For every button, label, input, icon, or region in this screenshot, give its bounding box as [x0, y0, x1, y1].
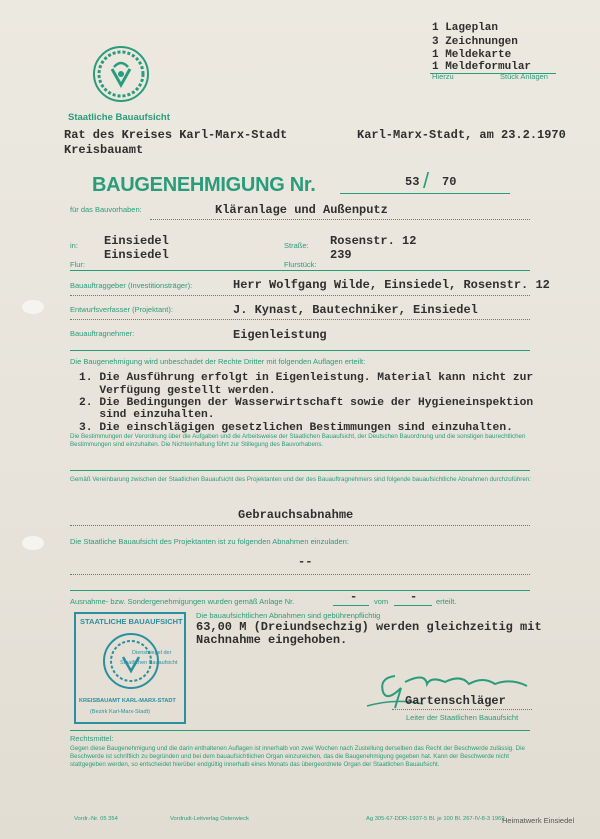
flurstueck-label: Flurstück:	[284, 260, 317, 269]
flurstueck-value: 239	[330, 248, 352, 262]
street-value: Rosenstr. 12	[330, 234, 417, 248]
footer-publisher: Vordrudi-Leitverlag Osterwieck	[170, 816, 249, 822]
location-in-label: in:	[70, 241, 78, 250]
street-label: Straße:	[284, 241, 309, 250]
location-in-value: Einsiedel	[104, 234, 169, 248]
attachment-line-4: 1 Meldeformular	[432, 61, 532, 73]
official-stamp	[74, 612, 186, 724]
acceptance-line	[70, 525, 530, 526]
document-title: BAUGENEHMIGUNG Nr.	[92, 174, 316, 196]
attachment-line-3: 1 Meldekarte	[432, 49, 512, 61]
condition-1-cont: Verfügung gestellt werden.	[79, 385, 276, 397]
regulation-divider	[70, 470, 530, 471]
permit-separator: /	[423, 168, 430, 193]
conditions-intro: Die Baugenehmigung wird unbeschadet der Rechte Dritter mit folgenden Auflagen erteilt:	[70, 357, 366, 366]
invite-line	[70, 574, 530, 575]
project-label: für das Bauvorhaben:	[70, 205, 142, 214]
attachment-label: Hierzu	[432, 72, 454, 81]
special-permit-post: erteilt.	[436, 597, 457, 606]
designer-label: Entwurfsverfasser (Projektant):	[70, 305, 173, 314]
sender-line-2: Kreisbauamt	[64, 143, 144, 157]
condition-3: 3. Die einschlägigen gesetzlichen Bestimmungen sind einzuhalten.	[79, 422, 513, 434]
special-permit-mid: vom	[374, 597, 389, 606]
stamp-bottom-1: KREISBAUAMT KARL-MARX-STADT	[79, 698, 176, 704]
designer-value: J. Kynast, Bautechniker, Einsiedel	[233, 303, 478, 317]
stamp-inner-1: Dienstsiegel der	[132, 650, 172, 656]
condition-2-cont: sind einzuhalten.	[79, 409, 215, 421]
fees-label: Die bauaufsichtlichen Abnahmen sind gebührenpflichtig	[196, 611, 381, 620]
regulation-text: Die Bestimmungen der Verordnung über die Aufgaben und die Arbeitsweise der Staatlichen Bauaufsicht, der Deutschen Bauordnung und die sonstigen baurechtlichen Bestimmungen sind einzuhalten. Die Nichteinhaltung führt zur Stillegung des Bauvorhabens.	[70, 433, 526, 448]
project-line	[150, 219, 530, 220]
client-line	[70, 295, 530, 296]
stamp-top: STAATLICHE BAUAUFSICHT	[80, 617, 183, 626]
footer-form-number: Vordr.-Nr. 05 354	[74, 816, 118, 822]
agreement-text: Gemäß Vereinbarung zwischen der Staatlichen Bauaufsicht des Projektanten und der des Bauauftragnehmers sind folgende bauaufsichtliche Abnahmen durchzuführen:	[70, 476, 531, 483]
special-permit-field-1	[333, 605, 369, 606]
footer-print-info: Ag 305-67-DDR-1937-5 Bl. je 100 Bl. 267-IV-8-3 1969	[366, 816, 505, 822]
condition-2: 2. Die Bedingungen der Wasserwirtschaft sowie der Hygieneinspektion	[79, 397, 534, 409]
remedy-label: Rechtsmittel:	[70, 734, 114, 743]
fees-line-1: 63,00 M (Dreiundsechzig) werden gleichzeitig mit	[196, 620, 542, 634]
special-permit-field-2	[394, 605, 432, 606]
invite-value: --	[298, 555, 313, 569]
invite-text: Die Staatliche Bauaufsicht des Projektanten ist zu folgenden Abnahmen einzuladen:	[70, 537, 349, 546]
attachment-line-2: 3 Zeichnungen	[432, 36, 518, 48]
fees-line-2: Nachnahme eingehoben.	[196, 633, 348, 647]
remedy-divider	[70, 730, 530, 731]
location-divider	[70, 270, 530, 271]
special-permit-dash-2: -	[410, 590, 418, 604]
client-value: Herr Wolfgang Wilde, Einsiedel, Rosenstr. 12	[233, 278, 550, 292]
contractor-label: Bauauftragnehmer:	[70, 329, 135, 338]
punch-hole-bottom	[22, 536, 44, 550]
special-permit-pre: Ausnahme- bzw. Sondergenehmigungen wurden gemäß Anlage Nr.	[70, 597, 295, 606]
parties-divider	[70, 350, 530, 351]
client-label: Bauauftraggeber (Investitionsträger):	[70, 281, 193, 290]
contractor-value: Eigenleistung	[233, 328, 327, 342]
location-flur-value: Einsiedel	[104, 248, 169, 262]
attachment-suffix: Stück Anlagen	[500, 72, 548, 81]
gdr-emblem-icon	[92, 45, 150, 103]
permit-year: 70	[442, 175, 457, 189]
permit-number: 53	[405, 175, 420, 189]
sender-line-1: Rat des Kreises Karl-Marx-Stadt	[64, 128, 288, 142]
remedy-text: Gegen diese Baugenehmigung und die darin enthaltenen Auflagen ist innerhalb von zwei Wochen nach Zustellung derselben das Recht der Beschwerde zulässig. Die Beschwerde ist schriftlich zu begründen und bei dem bauaufsichtlichen Organ einzureichen, das die Baugenehmigung gegeben hat. Kann der Beschwerde nicht stattgegeben werden, so entscheidet hierüber endgültig innerhalb eines Monats das übergeordnete Organ der Staatlichen Bauaufsicht.	[70, 745, 525, 768]
invite-divider	[70, 590, 530, 591]
attachment-line-1: 1 Lageplan	[432, 22, 499, 34]
acceptance-value: Gebrauchsabnahme	[238, 508, 354, 522]
watermark: Heimatwerk Einsiedel	[502, 816, 575, 825]
signature-line	[392, 709, 532, 710]
condition-1: 1. Die Ausführung erfolgt in Eigenleistung. Material kann nicht zur	[79, 372, 534, 384]
special-permit-dash-1: -	[350, 590, 358, 604]
signatory-name: Gartenschläger	[405, 694, 506, 708]
signatory-role: Leiter der Staatlichen Bauaufsicht	[406, 713, 519, 722]
project-value: Kläranlage und Außenputz	[215, 203, 388, 217]
stamp-inner-2: Staatlichen Bauaufsicht	[120, 660, 178, 666]
authority-name: Staatliche Bauaufsicht	[68, 112, 170, 123]
punch-hole-top	[22, 300, 44, 314]
place-date: Karl-Marx-Stadt, am 23.2.1970	[357, 128, 566, 142]
designer-line	[70, 319, 530, 320]
location-flur-label: Flur:	[70, 260, 85, 269]
stamp-bottom-2: (Bezirk Karl-Marx-Stadt)	[90, 709, 150, 715]
